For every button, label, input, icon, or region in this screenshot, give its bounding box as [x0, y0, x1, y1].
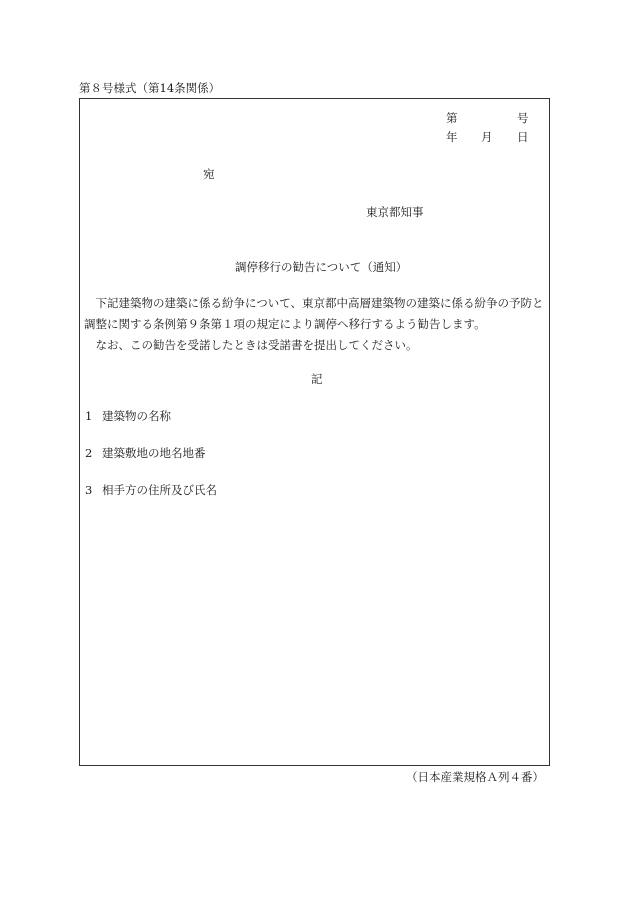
- item-number: 2: [85, 446, 93, 460]
- document-title: 調停移行の勧告について（通知）: [235, 260, 408, 274]
- body-text: [84, 293, 546, 356]
- addressee: 宛: [203, 167, 215, 181]
- number-suffix: 号: [517, 111, 529, 125]
- item-number: 3: [85, 483, 93, 497]
- body-paragraph: 下記建築物の建築に係る紛争について、東京都中高層建築物の建築に係る紛争の予防と調整に関する条例第９条第１項の規定により調停へ移行するよう勧告します。: [84, 296, 544, 331]
- date-year: 年: [446, 130, 458, 144]
- number-prefix: 第: [446, 111, 458, 125]
- list-item: [85, 482, 217, 498]
- item-number: 1: [85, 409, 93, 423]
- date-line: [446, 129, 546, 145]
- list-item: [85, 445, 206, 461]
- paper-size-note: （日本産業規格Ａ列４番）: [406, 770, 544, 784]
- form-frame: [79, 98, 550, 766]
- document-number-line: [446, 110, 546, 126]
- body-paragraph: なお、この勧告を受諾したときは受諾書を提出してください。: [95, 338, 418, 352]
- ki-heading: 記: [311, 372, 323, 386]
- date-month: 月: [481, 130, 493, 144]
- item-label: 相手方の住所及び氏名: [102, 483, 217, 497]
- item-label: 建築敷地の地名地番: [102, 446, 206, 460]
- item-label: 建築物の名称: [102, 409, 171, 423]
- date-day: 日: [517, 130, 529, 144]
- sender: 東京都知事: [366, 205, 424, 219]
- list-item: [85, 408, 171, 424]
- form-label: 第８号様式（第14条関係）: [79, 81, 221, 95]
